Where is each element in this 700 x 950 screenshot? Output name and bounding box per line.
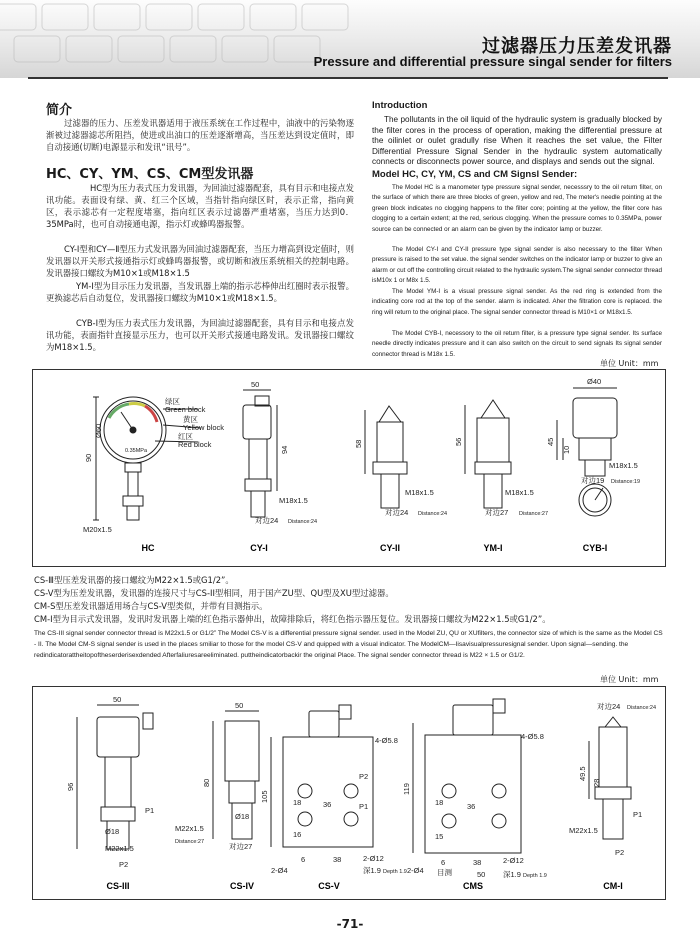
dim-cy2-flat-en: Distance:24 bbox=[418, 511, 448, 517]
models-cn-heading: HC、CY、YM、CS、CM型发讯器 bbox=[46, 167, 254, 182]
hc-cn-paragraph: HC型为压力表式压力发讯器，为回油过滤器配套，具有目示和电接点发讯功能。表面设有绿、黄、红三个区域，当指针指向绿区时，表示正常，指向黄区，表示滤芯有一定程度堵塞，指向红区表示过滤器严重堵塞，当压力达到0．35MPa时，也可自动接通电源，指示灯或蜂鸣器报警。 bbox=[46, 183, 354, 229]
cyb-en-paragraph: The Model CYB-I, necessory to the oil return filter, is a pressure type signal sender. Its surface needle directly indicates pressure and it can also switch on the circuit to send signals Its signal sender connector thread is M18x 1.5. bbox=[372, 330, 662, 358]
dim-cms-visual: 目测 bbox=[437, 868, 452, 877]
dim-cs5-depth-en: Depth 1.9 bbox=[383, 869, 407, 875]
dim-cms-holes: 4-Ø5.8 bbox=[521, 732, 544, 741]
dim-cs5-6: 6 bbox=[301, 855, 306, 864]
sender-drawings-2 bbox=[33, 687, 665, 899]
gauge-yellow-en: Yellow block bbox=[183, 423, 224, 432]
dim-cs4-thread: M22x1.5 bbox=[175, 824, 204, 833]
dim-cs5-36: 36 bbox=[323, 800, 332, 809]
intro-en-paragraph: The pollutants in the oil liquid of the hydraulic system is gradually blocked by the filter cores in the process of operation, making the differential pressure at the oilinlet or oulet gradully rise When it reaches the set value, the Filter Differential Pressure Signal Sender in the hydraulic system automatically connects or disconnects power source, and displays and sends out the signal. bbox=[372, 115, 662, 166]
page-number: -71- bbox=[336, 917, 364, 931]
dim-cms-depth: 深1.9 bbox=[503, 870, 521, 879]
label-cs5: CS-V bbox=[318, 881, 340, 891]
dim-cs5-pins: 2-Ø4 bbox=[271, 866, 288, 875]
ym-cn-paragraph: YM-I型为目示压力发讯器，当发讯器上端的指示芯棒伸出红圈时表示报警。更换滤芯后自动复位，发讯器接口螺纹为M10×1或M18×1.5。 bbox=[46, 281, 354, 303]
dim-cyb1-diameter: Ø40 bbox=[587, 377, 602, 386]
dim-hc-height: 90 bbox=[84, 453, 93, 462]
unit-label-bottom: 单位 Unit：mm bbox=[600, 675, 659, 684]
dim-cs4-flat: 对边27 bbox=[229, 842, 253, 851]
label-cy2: CY-II bbox=[379, 543, 401, 553]
dim-cyb1-flat: 对边19 bbox=[581, 476, 605, 485]
intro-cn-paragraph: 过滤器的压力、压差发讯器适用于液压系统在工作过程中，油液中的污染物逐渐被过滤器滤芯所阻挡，使进或出油口的压差逐渐增高，当压差达到设定值时，即自动接通(切断)电源显示和发讯“讯号”。 bbox=[46, 118, 354, 152]
dim-cs5-p2: P2 bbox=[359, 772, 369, 781]
dim-cs3-diameter: Ø18 bbox=[105, 827, 120, 836]
dim-cs4-flat-en: Distance:27 bbox=[175, 839, 205, 845]
note-cm1-cn: CM-I型为目示式发讯器，发讯时发讯器上端的红色指示器伸出，故障排除后，将红色指示器压复位。发讯器接口螺纹为M22×1.5或G1/2”。 bbox=[34, 614, 551, 624]
dim-cs5-ports: 2-Ø12 bbox=[363, 854, 384, 863]
dim-cs3-p2: P2 bbox=[119, 860, 129, 869]
dim-cms-ports: 2-Ø12 bbox=[503, 856, 524, 865]
unit-label-top: 单位 Unit：mm bbox=[600, 359, 659, 368]
dim-cs3-height: 96 bbox=[66, 782, 75, 791]
label-cms: CMS bbox=[463, 881, 483, 891]
gauge-yellow-label: 黄区 bbox=[183, 415, 198, 424]
sender-drawings-panel-1 bbox=[32, 369, 666, 567]
dim-cs5-18: 18 bbox=[293, 798, 302, 807]
dim-cm1-flat-en: Distance:24 bbox=[627, 705, 657, 711]
dim-hc-diameter: Ø60 bbox=[94, 423, 103, 438]
gauge-red-en: Red block bbox=[178, 440, 212, 449]
dim-cms-18: 18 bbox=[435, 798, 444, 807]
dim-cs4-height: 80 bbox=[202, 778, 211, 787]
dim-cy1-thread: M18x1.5 bbox=[279, 496, 308, 505]
dim-cy2-height: 58 bbox=[354, 439, 363, 448]
label-cs3: CS-III bbox=[106, 881, 130, 891]
dim-ym1-height: 56 bbox=[454, 437, 463, 446]
dim-cs3-width: 50 bbox=[113, 695, 122, 704]
dim-cm1-28: 28 bbox=[592, 778, 601, 787]
dim-cs4-width: 50 bbox=[235, 701, 244, 710]
dim-cm1-flat: 对边24 bbox=[597, 702, 621, 711]
sender-drawings-panel-2 bbox=[32, 686, 666, 900]
dim-cy2-thread: M18x1.5 bbox=[405, 488, 434, 497]
dim-cyb1-hex: 10 bbox=[562, 445, 571, 454]
dim-cs5-depth: 深1.9 bbox=[363, 866, 381, 875]
note-cms-cn: CM-S型压差发讯器适用场合与CS-V型类似，并带有目测指示。 bbox=[34, 601, 268, 611]
dim-cm1-thread: M22x1.5 bbox=[569, 826, 598, 835]
dim-cy1-height: 94 bbox=[280, 445, 289, 454]
label-cs4: CS-IV bbox=[229, 881, 255, 891]
cy-cn-paragraph: CY-I型和CY—Ⅱ型压力式发讯器为回油过滤器配套，当压力增高到设定值时，则发讯器以开关形式接通指示灯或蜂鸣器报警，或切断和液压系统相关的控制电路。发讯器接口螺纹为M10×1或M18×1.5 bbox=[46, 244, 354, 278]
gauge-face-text: 0.35MPa bbox=[125, 448, 148, 454]
note-en: The CS-III signal sender connector thread is M22x1.5 or G1/2” The Model CS-V is a differential pressure signal sender. used in the Model ZU, QU or XUfilters, the connector size of which is the same as the Model CS - II. The Model CM-S signal sender is used in the places smiliar to those for the model CS-V and quipped with a visual indicator. The ModelCM—Iisavisualpressuresignal sender. Upon signal—sending. the redindicatorattheitopoftheserderisexdended Afterfaliuresareeliminated. puttheindicatorbackir the original Place. The signal sender connector thread is M22 × 1.5 or G1/2. bbox=[34, 630, 663, 659]
dim-cms-pins: 2-Ø4 bbox=[407, 866, 424, 875]
dim-cms-height: 119 bbox=[402, 783, 411, 795]
dim-cyb1-height: 45 bbox=[546, 437, 555, 446]
dim-cms-width: 50 bbox=[477, 870, 486, 879]
dim-cy1-flat-en: Distance:24 bbox=[288, 519, 318, 525]
page-title-en: Pressure and differential pressure singal sender for filters bbox=[313, 54, 672, 69]
header-divider bbox=[28, 77, 668, 79]
dim-cs5-holes: 4-Ø5.8 bbox=[375, 736, 398, 745]
page-title-cn: 过滤器压力压差发讯器 bbox=[482, 36, 672, 57]
dim-cs5-38: 38 bbox=[333, 855, 342, 864]
dim-cms-depth-en: Depth 1.9 bbox=[523, 873, 547, 879]
label-hc: HC bbox=[141, 543, 155, 553]
dim-cy2-flat: 对边24 bbox=[385, 508, 409, 517]
note-cs5-cn: CS-V型为压差发讯器，发讯器的连接尺寸与CS-II型相同，用于国产ZU型、QU型及XU型过滤器。 bbox=[34, 588, 394, 598]
dim-cyb1-thread: M18x1.5 bbox=[609, 461, 638, 470]
dim-ym1-thread: M18x1.5 bbox=[505, 488, 534, 497]
dim-cs5-p1: P1 bbox=[359, 802, 369, 811]
sender-drawings-1 bbox=[33, 370, 665, 566]
gauge-green-label: 绿区 bbox=[165, 397, 180, 406]
gauge-green-en: Green block bbox=[165, 405, 206, 414]
label-cy1: CY-I bbox=[250, 543, 268, 553]
dim-ym1-flat: 对边27 bbox=[485, 508, 509, 517]
dim-cs4-diameter: Ø18 bbox=[235, 812, 250, 821]
label-cyb1: CYB-I bbox=[582, 543, 608, 553]
dim-cy1-flat: 对边24 bbox=[255, 516, 279, 525]
dim-hc-thread: M20x1.5 bbox=[83, 525, 112, 534]
hc-en-paragraph: The Model HC is a manometer type pressure signal sender, necesssry to the oil return filter, on the surface of which there are three blocks of green, yellow and red, The meter's needle pointing at the green block indicates no clogging happens to the filter core; pointing at the yellow, the filter core has clogging to a certain extent; at the red, serious clogging. When the pressure comes to 0.35MPa, power source can be connected or an alarm can be given by the indicator lamp or buzzer. bbox=[372, 184, 662, 233]
label-cm1: CM-I bbox=[603, 881, 623, 891]
dim-ym1-flat-en: Distance:27 bbox=[519, 511, 549, 517]
gauge-red-label: 红区 bbox=[178, 432, 193, 441]
dim-cm1-p2: P2 bbox=[615, 848, 625, 857]
models-en-heading: Model HC, CY, YM, CS and CM Signsl Sender: bbox=[372, 169, 578, 180]
dim-cy1-width: 50 bbox=[251, 380, 260, 389]
dim-cs3-thread: M22x1.5 bbox=[105, 844, 134, 853]
dim-cms-36: 36 bbox=[467, 802, 476, 811]
cyb-cn-paragraph: CYB-I型为压力表式压力发讯器，为回油过滤器配套，具有目示和电接点发讯功能，表面指针直接显示压力，也可以开关形式接通电路发讯。发讯器接口螺纹为M18×1.5。 bbox=[46, 318, 354, 352]
intro-en-heading: Introduction bbox=[372, 100, 428, 111]
dim-cms-38: 38 bbox=[473, 858, 482, 867]
dim-cs5-height: 105 bbox=[260, 790, 269, 803]
dim-cms-15: 15 bbox=[435, 832, 444, 841]
dim-cs3-p1: P1 bbox=[145, 806, 155, 815]
dim-cs5-16: 16 bbox=[293, 830, 302, 839]
cy-en-paragraph: The Model CY-I and CY-II pressure type signal sender is also necessary to the filter When pressure is raised to the set value. the signal sender switches on the indicator lamp or buzzer to give an alarm or cut off the controlling circuit related to the hydraulic system.The signal sender connector thread isM10x 1 or M8x 1.5. bbox=[372, 246, 662, 285]
dim-cms-6: 6 bbox=[441, 858, 446, 867]
intro-cn-heading: 简介 bbox=[46, 103, 73, 118]
dim-cm1-p1: P1 bbox=[633, 810, 643, 819]
dim-cm1-height: 49.5 bbox=[578, 766, 587, 781]
note-cs3-cn: CS-Ⅲ型压差发讯器的接口螺纹为M22×1.5或G1/2”。 bbox=[34, 575, 234, 585]
label-ym1: YM-I bbox=[483, 543, 503, 553]
dim-cyb1-flat-en: Distance:19 bbox=[611, 479, 641, 485]
ym-en-paragraph: The Model YM-I is a visual pressure signal sender. As the red ring is extended from the indicating core rod at the top of the sender. alarm is indicated. Aher the filtration core is replaced. the ring will return to the original place. The signal sender connector thread is M10×1 or M18x1.5. bbox=[372, 288, 662, 316]
catalog-header bbox=[0, 0, 700, 78]
